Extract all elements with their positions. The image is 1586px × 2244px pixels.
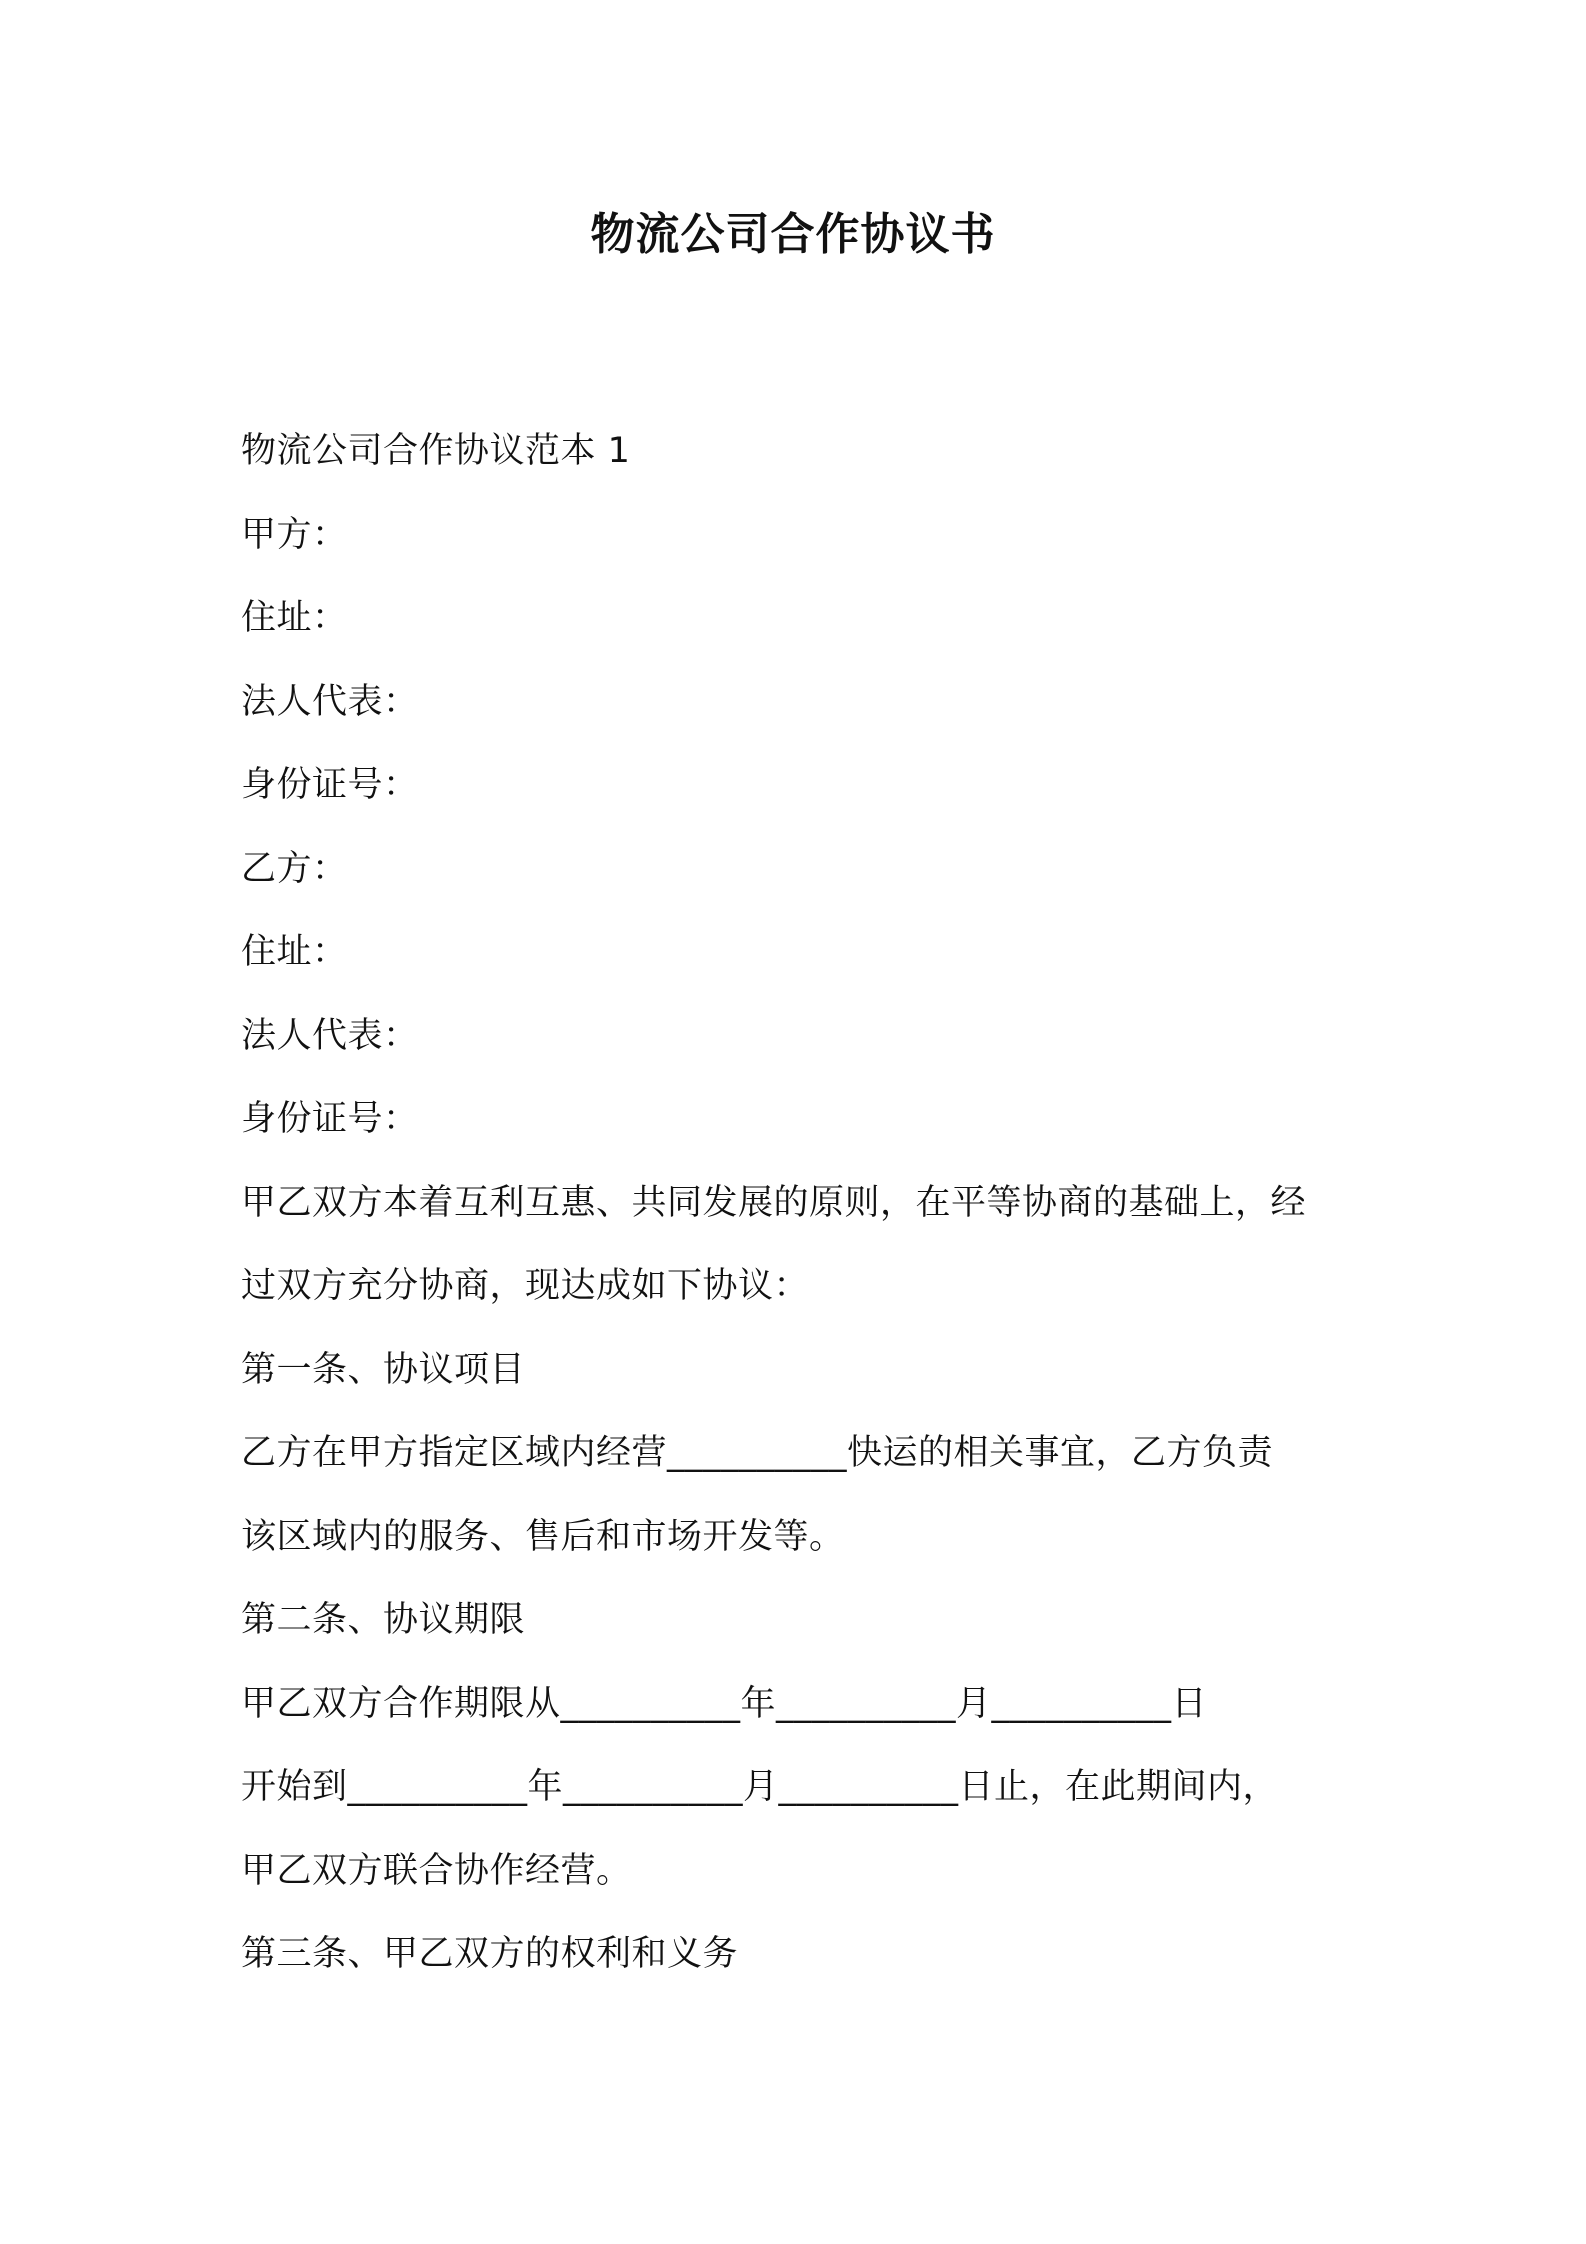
party-a-legal-rep-label: 法人代表：	[241, 681, 419, 722]
article-2-text-line-3: 甲乙双方联合协作经营。	[241, 1850, 632, 1891]
document-title: 物流公司合作协议书	[590, 209, 996, 260]
preamble-line-2: 过双方充分协商，现达成如下协议：	[241, 1266, 810, 1306]
article-1-text-line-2: 该区域内的服务、售后和市场开发等。	[241, 1516, 845, 1557]
party-b-label: 乙方：	[241, 848, 348, 889]
document-body	[241, 410, 1381, 1997]
party-a-address-label: 住址：	[241, 598, 348, 638]
party-b-id-label: 身份证号：	[241, 1099, 419, 1139]
article-2-text-line-2: 开始到__________年__________月__________日止，在此期间内，	[241, 1767, 1279, 1807]
subtitle-line: 物流公司合作协议范本 1	[241, 431, 631, 471]
party-a-label: 甲方：	[241, 514, 348, 555]
article-2-text-line-1: 甲乙双方合作期限从__________年__________月__________日	[241, 1683, 1208, 1724]
article-3-heading: 第三条、甲乙双方的权利和义务	[241, 1934, 739, 1974]
article-1-text-line-1: 乙方在甲方指定区域内经营__________快运的相关事宜，乙方负责	[241, 1433, 1274, 1473]
article-1-heading: 第一条、协议项目	[241, 1349, 526, 1390]
party-b-address-label: 住址：	[241, 932, 348, 972]
party-b-legal-rep-label: 法人代表：	[241, 1015, 419, 1056]
party-a-id-label: 身份证号：	[241, 765, 419, 805]
article-2-heading: 第二条、协议期限	[241, 1600, 526, 1640]
preamble-line-1: 甲乙双方本着互利互惠、共同发展的原则，在平等协商的基础上，经	[241, 1182, 1307, 1223]
